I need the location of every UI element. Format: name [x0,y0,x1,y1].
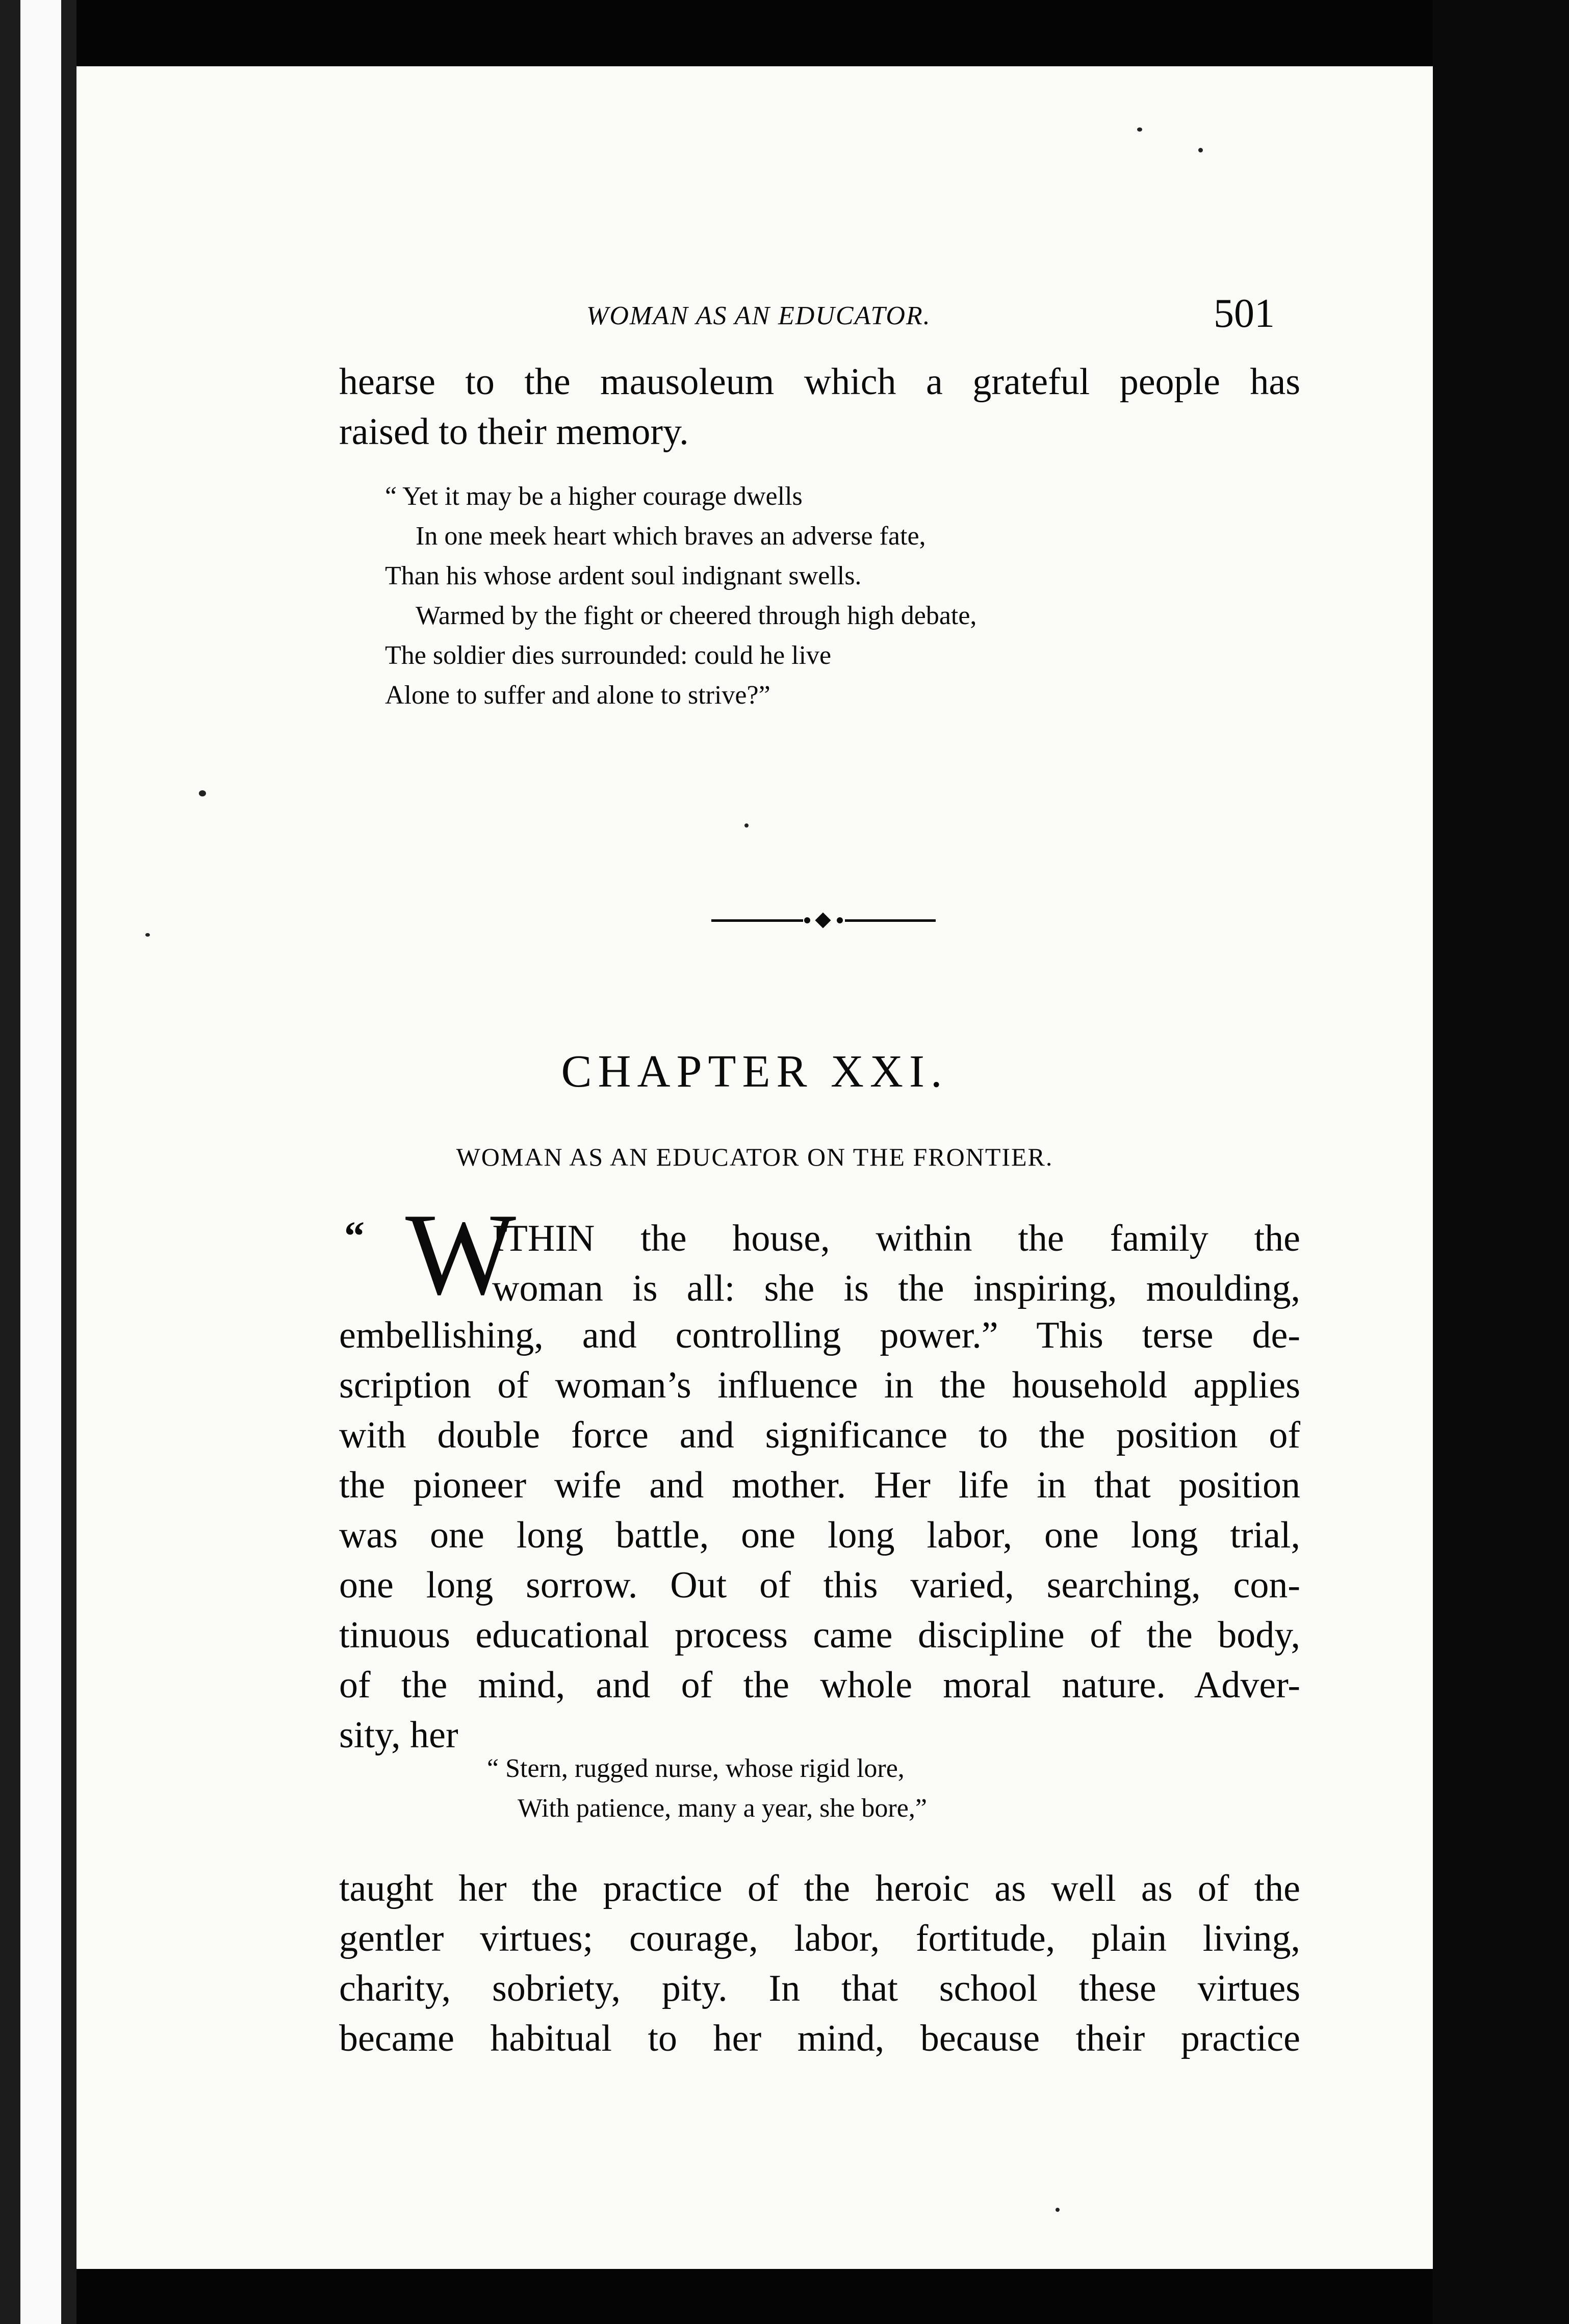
verse-quotation-1 [385,477,976,715]
scan-speck [199,790,206,796]
text-line: hearse to the mausoleum which a grateful people has [339,361,1300,403]
verse-line: Warmed by the fight or cheered through high debate, [416,601,977,630]
text-line: the pioneer wife and mother. Her life in that position [339,1464,1300,1506]
section-divider-ornament [711,913,936,928]
book-page [76,66,1433,2269]
verse-line: Than his whose ardent soul indignant swells. [385,561,862,590]
verse-line: Alone to suffer and alone to strive?” [385,681,770,710]
main-paragraph [339,1310,1300,1760]
text-line: gentler virtues; courage, labor, fortitude, plain living, [339,1918,1300,1959]
text-line: with double force and significance to the position of [339,1414,1300,1456]
text-line: was one long battle, one long labor, one long trial, [339,1514,1300,1556]
chapter-title: CHAPTER XXI. [561,1046,948,1097]
drop-cap: W [405,1189,517,1319]
verse-line: “ Stern, rugged nurse, whose rigid lore, [487,1754,905,1783]
left-binding-edge [0,0,76,2324]
closing-paragraph [339,1864,1300,2063]
page-header [510,291,1326,352]
verse-quotation-2 [487,1749,927,1828]
text-line: one long sorrow. Out of this varied, searching, con- [339,1564,1300,1606]
text-line: tinuous educational process came discipline of the body, [339,1614,1300,1656]
text-line: of the mind, and of the whole moral nature. Adver- [339,1664,1300,1706]
text-line: charity, sobriety, pity. In that school these virtues [339,1968,1300,2009]
scan-speck [1198,148,1203,152]
text-line: scription of woman’s influence in the household applies [339,1364,1300,1406]
top-paragraph [339,357,1300,457]
text-line: ITHIN the house, within the family the [492,1218,1300,1259]
text-line: sity, her [339,1714,458,1756]
verse-line: With patience, many a year, she bore,” [518,1794,927,1823]
chapter-subtitle: WOMAN AS AN EDUCATOR ON THE FRONTIER. [456,1143,1053,1171]
right-page-edge [1433,0,1569,2324]
verse-line: “ Yet it may be a higher courage dwells [385,482,803,511]
scan-speck [145,933,150,937]
scan-speck [1056,2208,1060,2212]
running-head: WOMAN AS AN EDUCATOR. [586,301,931,330]
scan-speck [744,823,749,828]
text-line: embellishing, and controlling power.” This terse de- [339,1314,1300,1356]
text-line: woman is all: she is the inspiring, moulding, [492,1268,1300,1309]
verse-line: The soldier dies surrounded: could he live [385,641,832,670]
scan-speck [1137,127,1142,132]
verse-line: In one meek heart which braves an adverse fate, [416,522,926,551]
page-number: 501 [1214,291,1275,336]
text-line: raised to their memory. [339,411,689,453]
text-line: taught her the practice of the heroic as well as of the [339,1868,1300,1909]
text-line: became habitual to her mind, because their practice [339,2018,1300,2059]
chapter-opening [339,1189,1300,1319]
opening-quote-mark: “ [344,1214,365,1259]
